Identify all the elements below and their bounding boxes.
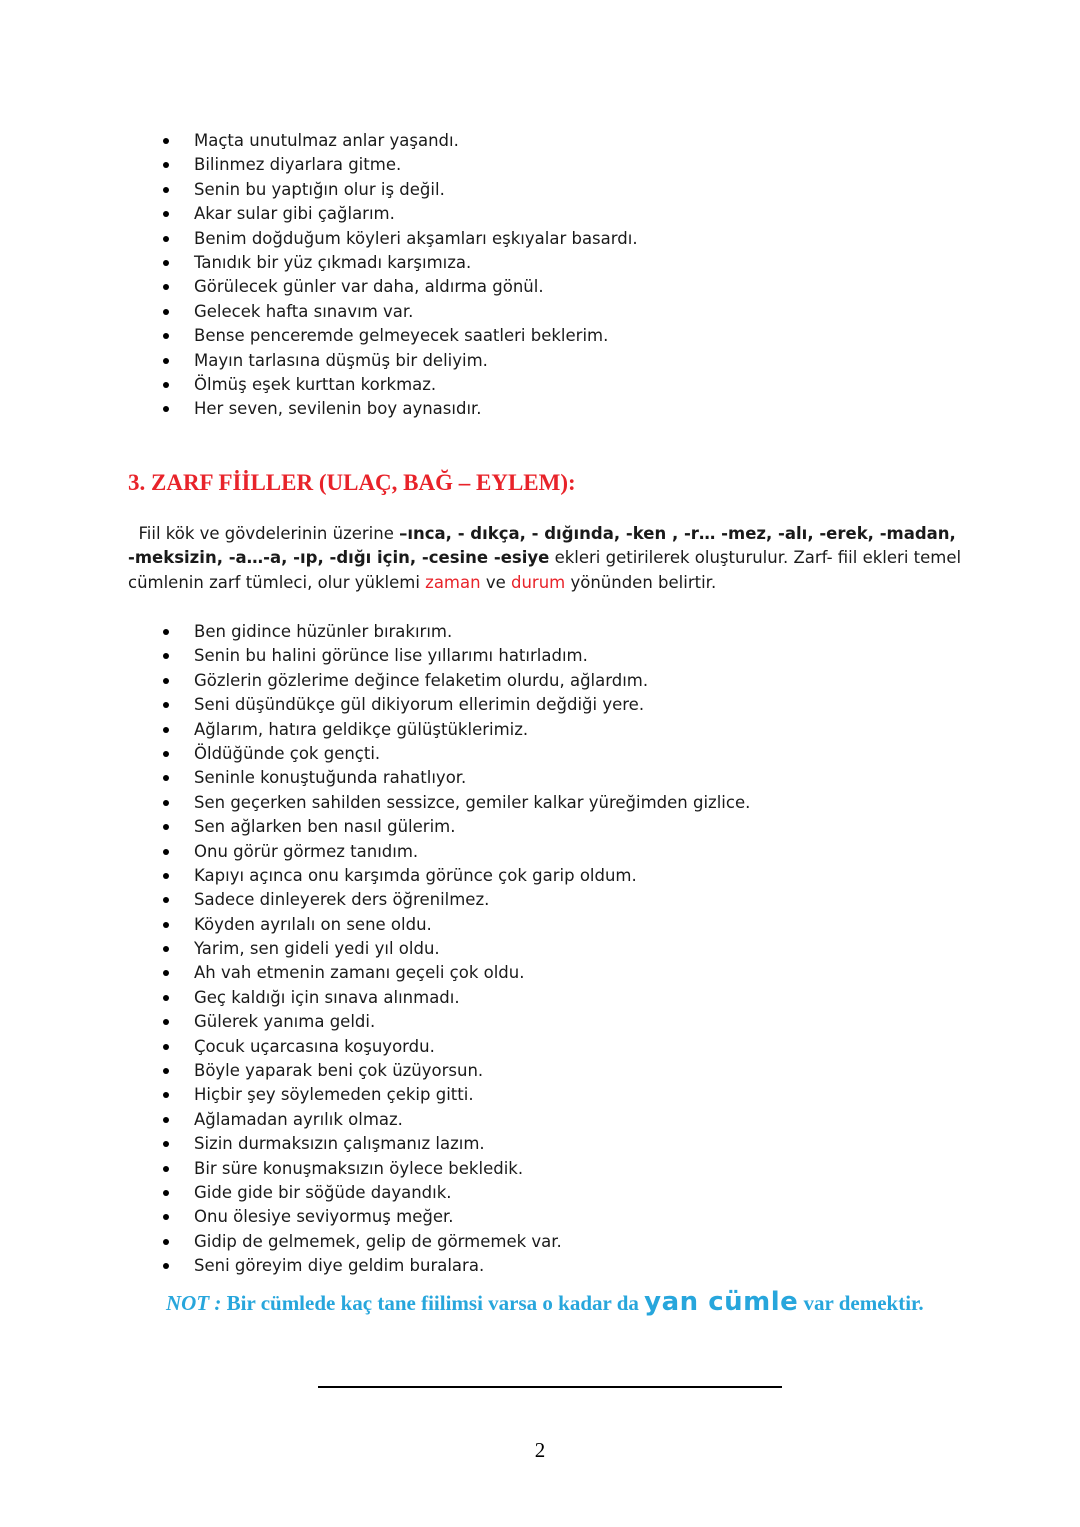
- note-label: NOT :: [166, 1291, 222, 1315]
- page-number: 2: [534, 1438, 546, 1462]
- list-item: Seni düşündükçe gül dikiyorum ellerimin değdiği yere.: [0, 693, 750, 717]
- paragraph-line-1: [128, 522, 956, 546]
- list-item: Benim doğduğum köyleri akşamları eşkıyalar basardı.: [0, 227, 638, 251]
- list-item: Gülerek yanıma geldi.: [0, 1010, 750, 1034]
- list-item: Geç kaldığı için sınava alınmadı.: [0, 986, 750, 1010]
- list-item: Ağlarım, hatıra geldikçe gülüştüklerimiz.: [0, 718, 750, 742]
- list-item: Öldüğünde çok gençti.: [0, 742, 750, 766]
- list-item: Onu görür görmez tanıdım.: [0, 840, 750, 864]
- list-item: Ağlamadan ayrılık olmaz.: [0, 1108, 750, 1132]
- suffix-list: -meksizin, -a…-a, -ıp, -dığı için, -cesine -esiye: [128, 548, 550, 568]
- paragraph-text: yönünden belirtir.: [565, 572, 717, 592]
- list-item: Seni göreyim diye geldim buralara.: [0, 1254, 750, 1278]
- note-emphasis: yan cümle: [644, 1287, 799, 1317]
- example-list-2: [0, 620, 750, 1279]
- list-item: Hiçbir şey söylemeden çekip gitti.: [0, 1083, 750, 1107]
- paragraph-line-3: [128, 571, 948, 595]
- list-item: Tanıdık bir yüz çıkmadı karşımıza.: [0, 251, 638, 275]
- list-item: Bense penceremde gelmeyecek saatleri beklerim.: [0, 324, 638, 348]
- list-item: Senin bu halini görünce lise yıllarımı hatırladım.: [0, 644, 750, 668]
- list-item: Senin bu yaptığın olur iş değil.: [0, 178, 638, 202]
- list-item: Yarim, sen gideli yedi yıl oldu.: [0, 937, 750, 961]
- list-item: Ölmüş eşek kurttan korkmaz.: [0, 373, 638, 397]
- list-item: Gelecek hafta sınavım var.: [0, 300, 638, 324]
- list-item: Bilinmez diyarlara gitme.: [0, 153, 638, 177]
- paragraph-text: Fiil kök ve gövdelerinin üzerine: [138, 524, 400, 543]
- example-list-1: [0, 129, 638, 422]
- list-item: Ah vah etmenin zamanı geçeli çok oldu.: [0, 961, 750, 985]
- section-heading: 3. ZARF FİİLLER (ULAÇ, BAĞ – EYLEM):: [128, 470, 576, 495]
- list-item: Sadece dinleyerek ders öğrenilmez.: [0, 888, 750, 912]
- list-item: Mayın tarlasına düşmüş bir deliyim.: [0, 349, 638, 373]
- note-text: var demektir.: [798, 1291, 924, 1315]
- list-item: Akar sular gibi çağlarım.: [0, 202, 638, 226]
- list-item: Görülecek günler var daha, aldırma gönül.: [0, 275, 638, 299]
- list-item: Böyle yaparak beni çok üzüyorsun.: [0, 1059, 750, 1083]
- paragraph-line-2: [128, 546, 962, 570]
- list-item: Sen geçerken sahilden sessizce, gemiler kalkar yüreğimden gizlice.: [0, 791, 750, 815]
- list-item: Her seven, sevilenin boy aynasıdır.: [0, 397, 638, 421]
- highlight-zaman: zaman: [425, 572, 481, 592]
- list-item: Köyden ayrılalı on sene oldu.: [0, 913, 750, 937]
- paragraph-text: ekleri getirilerek oluşturulur. Zarf- fiil ekleri temel: [549, 548, 962, 568]
- paragraph-text: ve: [480, 572, 511, 592]
- list-item: Maçta unutulmaz anlar yaşandı.: [0, 129, 638, 153]
- note-text: Bir cümlede kaç tane fiilimsi varsa o kadar da: [221, 1291, 645, 1315]
- list-item: Gide gide bir söğüde dayandık.: [0, 1181, 750, 1205]
- list-item: Onu ölesiye seviyormuş meğer.: [0, 1205, 750, 1229]
- footer-rule: [318, 1386, 782, 1388]
- list-item: Gidip de gelmemek, gelip de görmemek var.: [0, 1230, 750, 1254]
- list-item: Kapıyı açınca onu karşımda görünce çok garip oldum.: [0, 864, 750, 888]
- list-item: Sen ağlarken ben nasıl gülerim.: [0, 815, 750, 839]
- paragraph-text: cümlenin zarf tümleci, olur yüklemi: [128, 572, 426, 592]
- list-item: Ben gidince hüzünler bırakırım.: [0, 620, 750, 644]
- list-item: Seninle konuştuğunda rahatlıyor.: [0, 766, 750, 790]
- list-item: Sizin durmaksızın çalışmanız lazım.: [0, 1132, 750, 1156]
- list-item: Bir süre konuşmaksızın öylece bekledik.: [0, 1157, 750, 1181]
- list-item: Gözlerin gözlerime değince felaketim olurdu, ağlardım.: [0, 669, 750, 693]
- list-item: Çocuk uçarcasına koşuyordu.: [0, 1035, 750, 1059]
- highlight-durum: durum: [510, 572, 566, 592]
- note-line: [166, 1287, 924, 1317]
- section-paragraph: [128, 522, 962, 595]
- suffix-list: –ınca, - dıkça, - dığında, -ken , -r… -mez, -alı, -erek, -madan,: [399, 524, 956, 543]
